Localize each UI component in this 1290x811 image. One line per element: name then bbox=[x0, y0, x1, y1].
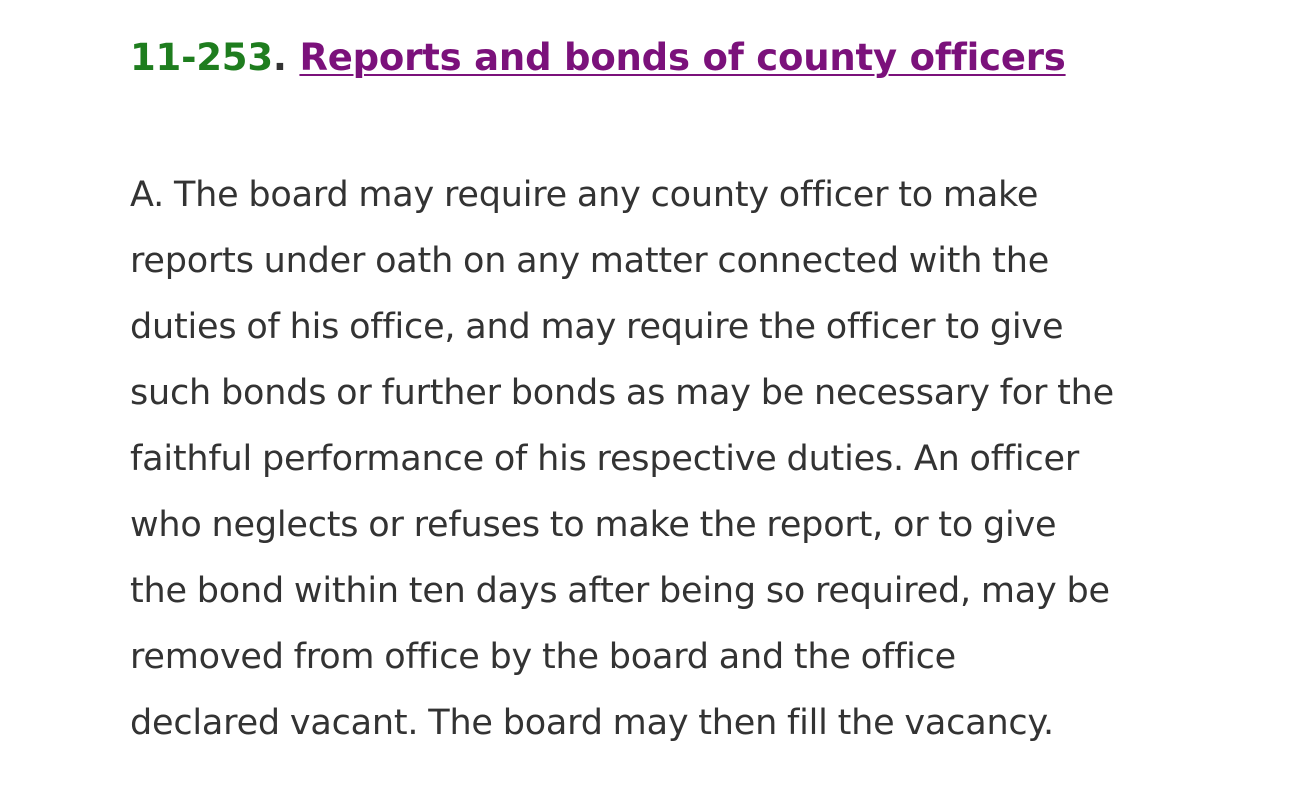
section-number: 11-253 bbox=[130, 36, 273, 79]
body-line: reports under oath on any matter connected with the bbox=[130, 241, 1050, 281]
body-line: duties of his office, and may require the officer to give bbox=[130, 307, 1064, 347]
section-title-link[interactable]: Reports and bonds of county officers bbox=[299, 36, 1066, 79]
body-line: who neglects or refuses to make the report, or to give bbox=[130, 505, 1057, 545]
body-line: the bond within ten days after being so required, may be bbox=[130, 571, 1110, 611]
body-line: removed from office by the board and the office bbox=[130, 637, 957, 677]
body-line: faithful performance of his respective duties. An officer bbox=[130, 439, 1080, 479]
section-body-paragraph bbox=[130, 162, 1170, 756]
section-heading bbox=[130, 34, 1170, 82]
section-number-separator: . bbox=[272, 36, 287, 79]
body-line: declared vacant. The board may then fill the vacancy. bbox=[130, 703, 1054, 743]
body-line: such bonds or further bonds as may be necessary for the bbox=[130, 373, 1114, 413]
statute-section bbox=[130, 34, 1170, 756]
body-line: A. The board may require any county officer to make bbox=[130, 175, 1039, 215]
